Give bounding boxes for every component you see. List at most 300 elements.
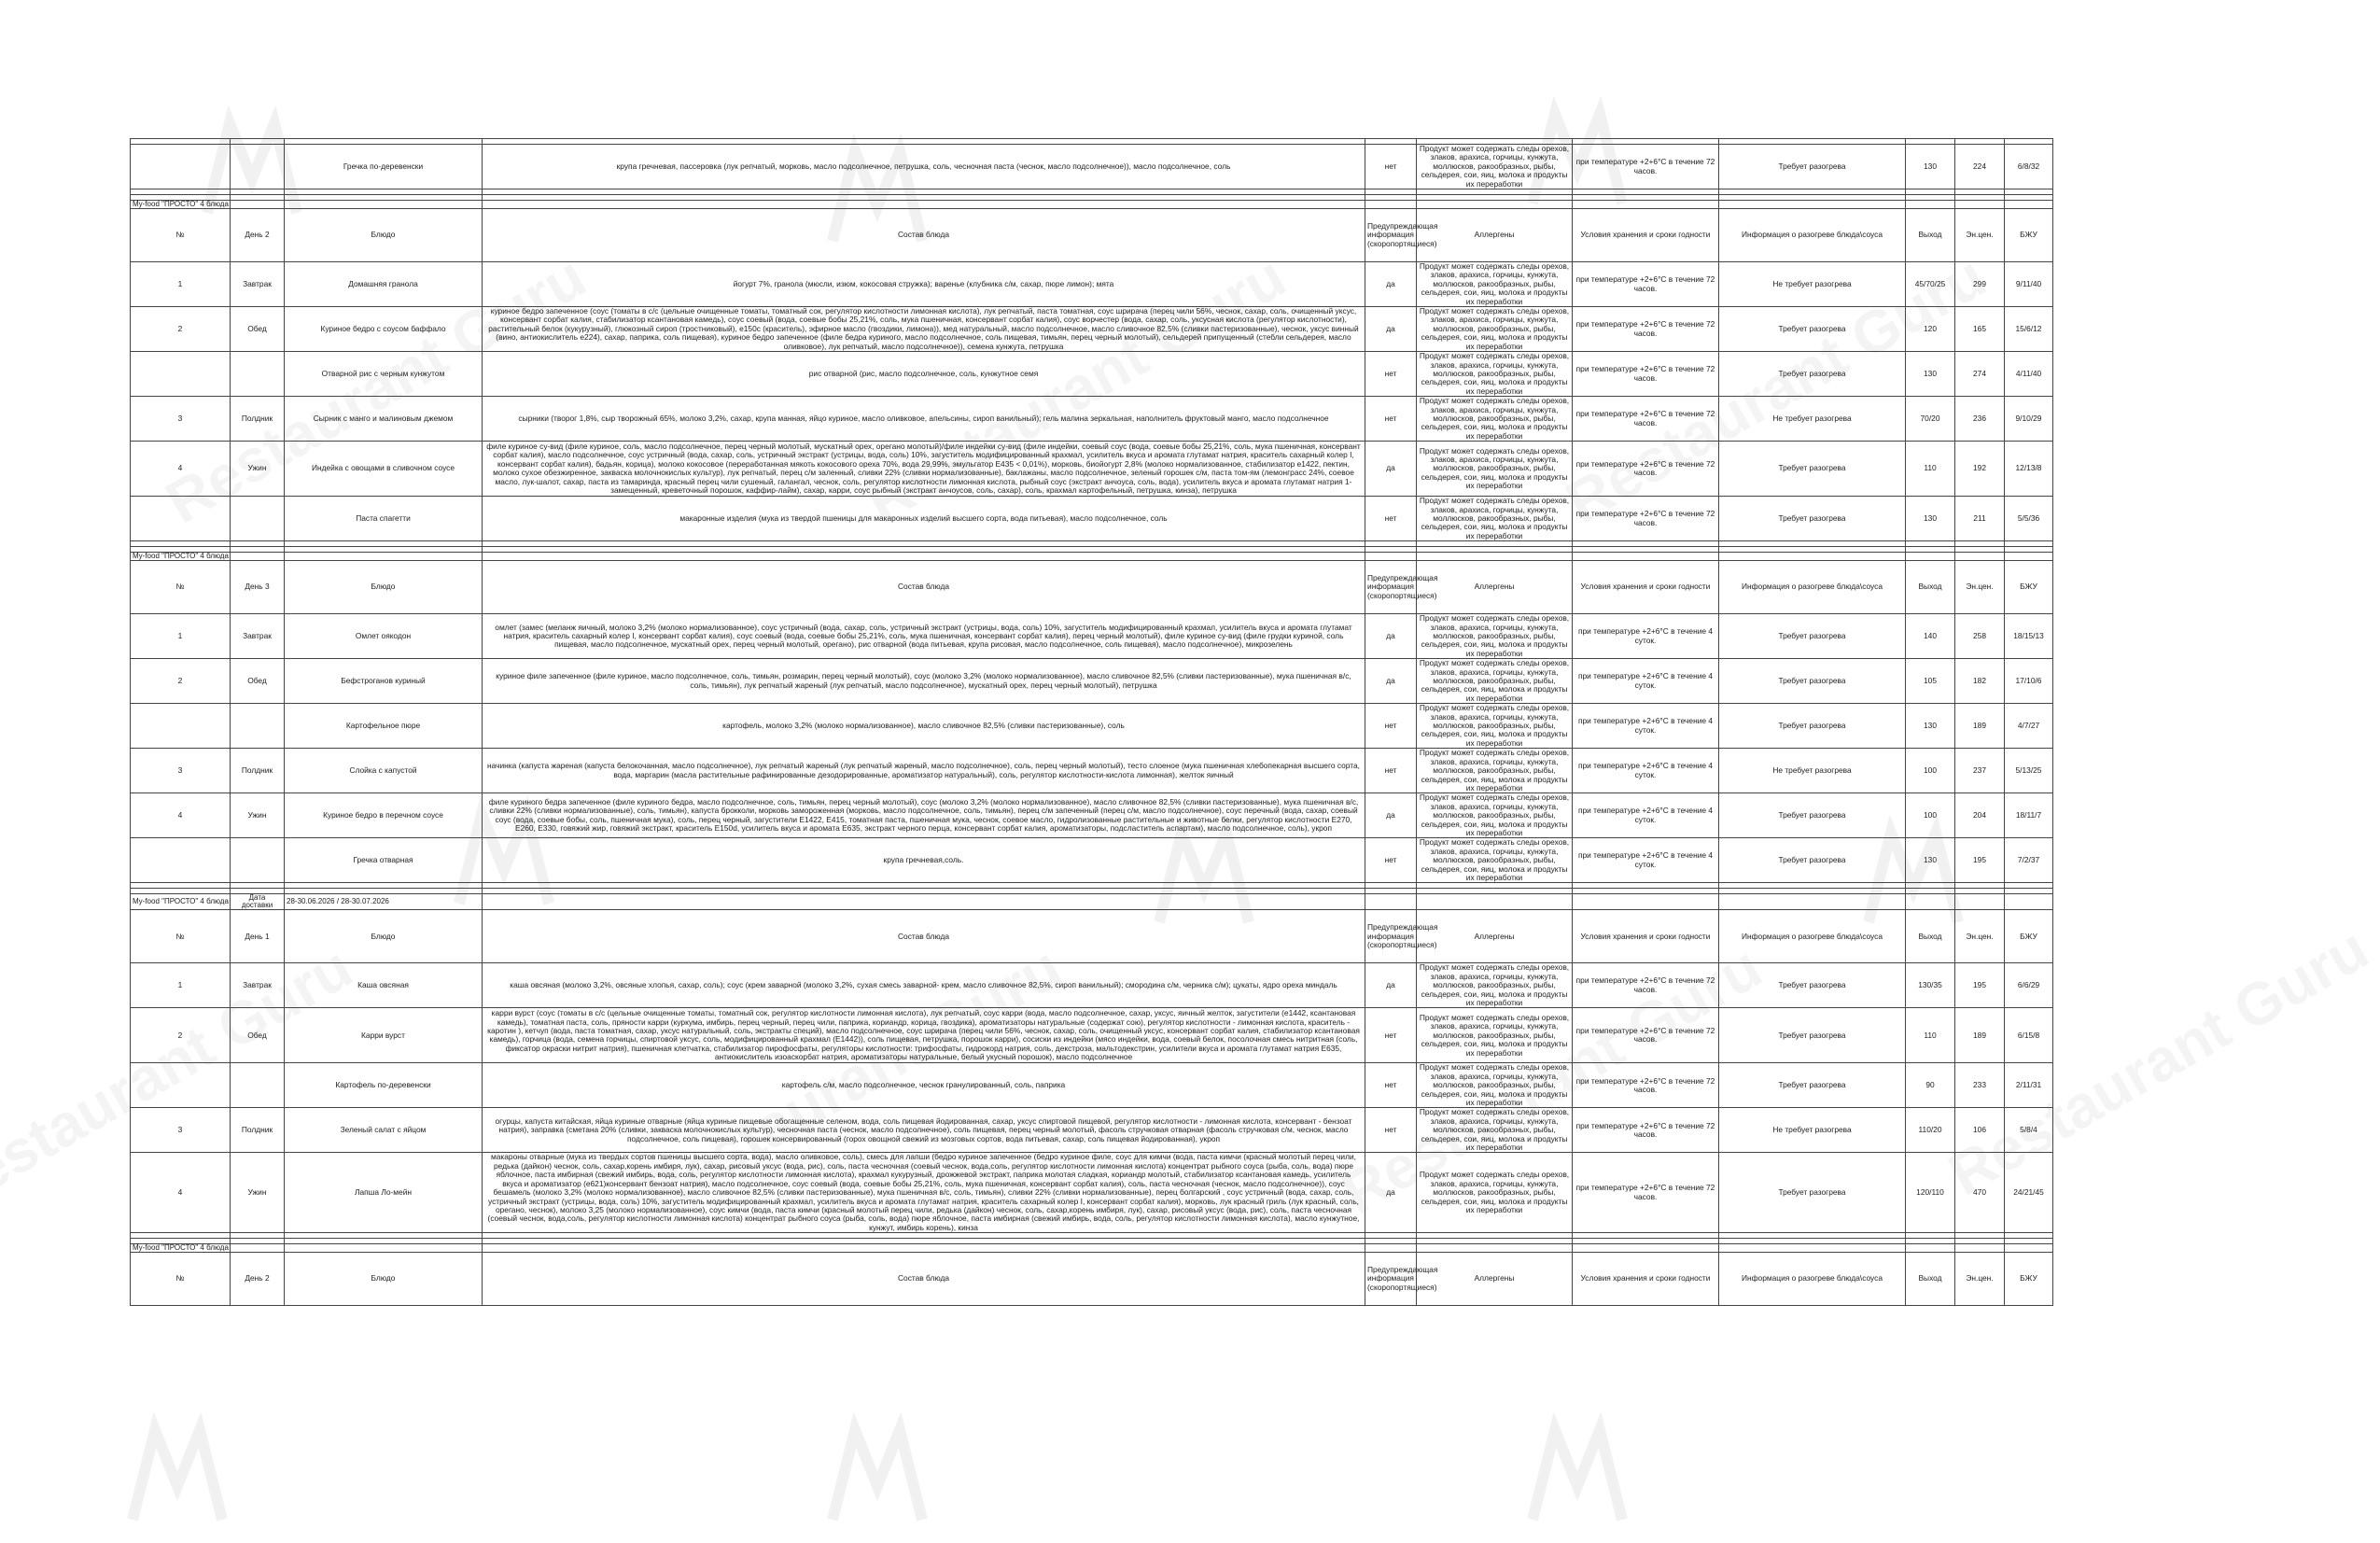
empty-cell — [1719, 894, 1906, 910]
row-reheat: Требует разогрева — [1719, 659, 1906, 704]
row-num — [131, 704, 231, 749]
header-dish: Блюдо — [285, 910, 483, 963]
row-composition: йогурт 7%, гранола (мюсли, изюм, кокосовая стружка); варенье (клубника с/м, сахар, пюре лимон); мята — [483, 262, 1365, 307]
row-dish: Каша овсяная — [285, 963, 483, 1008]
row-weight: 110 — [1906, 442, 1955, 497]
row-warning: да — [1365, 262, 1417, 307]
row-storage: при температуре +2+6°С в течение 72 часов. — [1573, 397, 1719, 442]
row-weight: 130 — [1906, 704, 1955, 749]
row-energy: 470 — [1955, 1153, 2005, 1233]
empty-cell — [1906, 553, 1955, 561]
row-composition: начинка (капуста жареная (капуста белокочанная, масло подсолнечное), лук репчатый жареный (лук репчатый жареный, масло подсолнечное), соль, перец черный молотый), тесто слоеное (мука пшеничная хлебопекарная высшего сорта, вода, маргарин (масла растительные рафинированные дезодорированные, ароматизатор натуральный), соль, регулятор кислотности-кислота лимонная), желток яичный — [483, 749, 1365, 793]
row-num — [131, 145, 231, 189]
header-warning: Предупреждающая информация (скоропортящиеся) — [1365, 209, 1417, 262]
row-num: 1 — [131, 614, 231, 659]
empty-cell — [1417, 1244, 1573, 1253]
row-weight: 140 — [1906, 614, 1955, 659]
row-meal: Полдник — [231, 1108, 285, 1153]
header-weight: Выход — [1906, 1253, 1955, 1306]
empty-cell — [1955, 1244, 2005, 1253]
header-storage: Условия хранения и сроки годности — [1573, 1253, 1719, 1306]
row-weight: 130 — [1906, 145, 1955, 189]
empty-cell — [1417, 201, 1573, 209]
row-allergens: Продукт может содержать следы орехов, злаков, арахиса, горчицы, кунжута, моллюсков, ракообразных, рыбы, сельдерея, сои, яиц, молока и продукты их переработки — [1417, 1008, 1573, 1063]
row-weight: 130 — [1906, 352, 1955, 397]
row-bju: 5/13/25 — [2005, 749, 2053, 793]
row-energy: 106 — [1955, 1108, 2005, 1153]
row-meal — [231, 704, 285, 749]
header-day: День 3 — [231, 561, 285, 614]
row-composition: сырники (творог 1,8%, сыр творожный 65%, молоко 3,2%, сахар, крупа манная, яйцо куриное, масло оливковое, апельсины, сироп ванильный); гель малина зеркальная, наполнитель фруктовый манго, масло подсолнечное — [483, 397, 1365, 442]
row-weight: 90 — [1906, 1063, 1955, 1108]
row-composition: крупа гречневая,соль. — [483, 838, 1365, 883]
row-warning: да — [1365, 307, 1417, 352]
empty-cell — [2005, 894, 2053, 910]
header-allergens: Аллергены — [1417, 561, 1573, 614]
row-weight: 110/20 — [1906, 1108, 1955, 1153]
row-storage: при температуре +2+6°С в течение 72 часов. — [1573, 262, 1719, 307]
header-energy: Эн.цен. — [1955, 209, 2005, 262]
empty-cell — [2005, 1244, 2053, 1253]
row-reheat: Не требует разогрева — [1719, 749, 1906, 793]
row-storage: при температуре +2+6°С в течение 72 часов. — [1573, 442, 1719, 497]
row-reheat: Требует разогрева — [1719, 145, 1906, 189]
row-weight: 100 — [1906, 749, 1955, 793]
row-bju: 18/15/13 — [2005, 614, 2053, 659]
row-dish: Гречка отварная — [285, 838, 483, 883]
row-allergens: Продукт может содержать следы орехов, злаков, арахиса, горчицы, кунжута, моллюсков, ракообразных, рыбы, сельдерея, сои, яиц, молока и продукты их переработки — [1417, 963, 1573, 1008]
row-warning: да — [1365, 793, 1417, 838]
row-meal: Обед — [231, 307, 285, 352]
row-energy: 189 — [1955, 1008, 2005, 1063]
row-weight: 105 — [1906, 659, 1955, 704]
row-energy: 189 — [1955, 704, 2005, 749]
delivery-label — [231, 553, 285, 561]
empty-cell — [2005, 553, 2053, 561]
row-composition: каша овсяная (молоко 3,2%, овсяные хлопья, сахар, соль); соус (крем заварной (молоко 3,2%, сухая смесь заварной- крем, масло сливочное 82,5%, сироп ванильный); смородина с/м, черника с/м); цукаты, ядро ореха миндаль — [483, 963, 1365, 1008]
row-composition: картофель, молоко 3,2% (молоко нормализованное), масло сливочное 82,5% (сливки пастеризованные), соль — [483, 704, 1365, 749]
empty-cell — [483, 894, 1365, 910]
row-allergens: Продукт может содержать следы орехов, злаков, арахиса, горчицы, кунжута, моллюсков, ракообразных, рыбы, сельдерея, сои, яиц, молока и продукты их переработки — [1417, 1153, 1573, 1233]
row-composition: огурцы, капуста китайская, яйца куриные отварные (яйца куриные пищевые обогащенные селеном, вода, соль пищевая йодированная, сахар, уксус спиртовой пищевой, регулятор кислотности - лимонная кислота, консервант - бензоат натрия), заправка (сметана 20% (сливки, закваска молочнокислых культур), чесночная паста (чеснок, масло подсолнечное), соль пищевая, перец черный молотый, фасоль стручковая отварная (фасоль стручковая с/м, чеснок, масло подсолнечное, соль пищевая), горошек консервированный (горох овощной свежий из мозговых сортов, вода питьевая, сахар, соль пищевая йодированная), укроп — [483, 1108, 1365, 1153]
row-reheat: Требует разогрева — [1719, 963, 1906, 1008]
header-energy: Эн.цен. — [1955, 561, 2005, 614]
row-meal — [231, 497, 285, 541]
row-warning: нет — [1365, 704, 1417, 749]
row-dish: Картофель по-деревенски — [285, 1063, 483, 1108]
row-num: 4 — [131, 793, 231, 838]
table-header-row — [131, 209, 2053, 262]
row-energy: 195 — [1955, 963, 2005, 1008]
row-warning: да — [1365, 1153, 1417, 1233]
header-num: № — [131, 561, 231, 614]
header-day: День 1 — [231, 910, 285, 963]
row-num: 4 — [131, 442, 231, 497]
header-num: № — [131, 910, 231, 963]
row-allergens: Продукт может содержать следы орехов, злаков, арахиса, горчицы, кунжута, моллюсков, ракообразных, рыбы, сельдерея, сои, яиц, молока и продукты их переработки — [1417, 145, 1573, 189]
section-label-row — [131, 201, 2053, 209]
header-warning: Предупреждающая информация (скоропортящиеся) — [1365, 1253, 1417, 1306]
row-num: 4 — [131, 1153, 231, 1233]
header-num: № — [131, 209, 231, 262]
empty-cell — [1906, 894, 1955, 910]
empty-cell — [1955, 553, 2005, 561]
row-weight: 70/20 — [1906, 397, 1955, 442]
row-reheat: Требует разогрева — [1719, 1008, 1906, 1063]
row-bju: 18/11/7 — [2005, 793, 2053, 838]
delivery-value — [285, 201, 483, 209]
row-reheat: Требует разогрева — [1719, 838, 1906, 883]
section-label: My-food "ПРОСТО" 4 блюда — [131, 553, 231, 561]
empty-cell — [483, 1244, 1365, 1253]
row-dish: Индейка с овощами в сливочном соусе — [285, 442, 483, 497]
table-row — [131, 352, 2053, 397]
row-meal — [231, 1063, 285, 1108]
header-energy: Эн.цен. — [1955, 1253, 2005, 1306]
delivery-value: 28-30.06.2026 / 28-30.07.2026 — [285, 894, 483, 910]
row-num: 2 — [131, 1008, 231, 1063]
row-composition: макаронные изделия (мука из твердой пшеницы для макаронных изделий высшего сорта, вода питьевая), масло подсолнечное, соль — [483, 497, 1365, 541]
row-reheat: Не требует разогрева — [1719, 1108, 1906, 1153]
row-composition: макароны отварные (мука из твердых сортов пшеницы высшего сорта, вода), масло оливковое, соль), смесь для лапши (бедро куриное запеченное (бедро куриное филе, соус для кимчи (вода, паста кимчи (красный молотый перец чили, редька (дайкон) чеснок, соль, сахар,корень имбиря, лук), сахар, рисовый уксус (вода, рис), соль, паста чесночная (соевый чеснок, вода,соль, регулятор кислотности лимонная кислота) концентрат рыбного соуса (рыба, соль, вода) пюре яблочное, паста имбирная (свежий имбирь, вода, соль, регулятор кислотности лимонная кислота), крахмал кукурузный, дрожжевой экстракт, паприка молотая сладкая, кориандр молотый, стабилизатор ксантановая камедь, усилитель вкуса и ароматизатор (е621)консервант бензоат натрия), масло подсолнечное, соус соевый (вода, соевые бобы 25,21%, соль, мука пшеничная, консервант сорбат калия), соль, паста чесночная (чеснок, масло подсолнечное)), соус бешамель (молоко 3,2% (молоко нормализованное), масло сливочное 82,5% (сливки пастеризованные), мука пшеничная в/с, соль, тимьян), сливки 22% (сливки нормализованные), перец болгарский , соус устричный (вода, сахар, соль, устричный экстракт (устрицы, вода, соль) 10%, загуститель модифицированный крахмал, усилитель вкуса и аромата глутамат натрия, краситель сахарный колер I, консервант сорбат калия), морковь, лук красный гриль (лук красный, соль, орегано, чеснок), молоко 3,25 (молоко нормализованное), соус кимчи (вода, паста кимчи (красный молотый перец чили, редька (дайкон) чеснок, соль, сахар,корень имбиря, лук), сахар, рисовый уксус (вода, рис), соль, паста чесночная (соевый чеснок, вода,соль, регулятор кислотности лимонная кислота) концентрат рыбного соуса (рыба, соль, вода) пюре яблочное, паста имбирная (свежий имбирь, вода, соль, регулятор кислотности лимонная кислота), масло кунжутное, кунжут, имбирь корень), кинза — [483, 1153, 1365, 1233]
restaurant-guru-logo-icon — [821, 1419, 933, 1531]
row-weight: 130/35 — [1906, 963, 1955, 1008]
row-storage: при температуре +2+6°С в течение 4 суток. — [1573, 838, 1719, 883]
row-storage: при температуре +2+6°С в течение 72 часов. — [1573, 1008, 1719, 1063]
row-reheat: Требует разогрева — [1719, 1063, 1906, 1108]
row-dish: Зеленый салат с яйцом — [285, 1108, 483, 1153]
table-row — [131, 614, 2053, 659]
header-warning: Предупреждающая информация (скоропортящиеся) — [1365, 910, 1417, 963]
row-meal: Ужин — [231, 1153, 285, 1233]
header-day: День 2 — [231, 209, 285, 262]
row-allergens: Продукт может содержать следы орехов, злаков, арахиса, горчицы, кунжута, моллюсков, ракообразных, рыбы, сельдерея, сои, яиц, молока и продукты их переработки — [1417, 307, 1573, 352]
row-energy: 182 — [1955, 659, 2005, 704]
row-num — [131, 497, 231, 541]
header-storage: Условия хранения и сроки годности — [1573, 561, 1719, 614]
empty-cell — [1719, 201, 1906, 209]
table-header-row — [131, 561, 2053, 614]
header-composition: Состав блюда — [483, 209, 1365, 262]
row-allergens: Продукт может содержать следы орехов, злаков, арахиса, горчицы, кунжута, моллюсков, ракообразных, рыбы, сельдерея, сои, яиц, молока и продукты их переработки — [1417, 749, 1573, 793]
row-storage: при температуре +2+6°С в течение 72 часов. — [1573, 1153, 1719, 1233]
table-row — [131, 1153, 2053, 1233]
row-warning: нет — [1365, 1063, 1417, 1108]
section-label-row — [131, 894, 2053, 910]
empty-cell — [1955, 894, 2005, 910]
header-dish: Блюдо — [285, 1253, 483, 1306]
header-allergens: Аллергены — [1417, 910, 1573, 963]
row-dish: Картофельное пюре — [285, 704, 483, 749]
row-allergens: Продукт может содержать следы орехов, злаков, арахиса, горчицы, кунжута, моллюсков, ракообразных, рыбы, сельдерея, сои, яиц, молока и продукты их переработки — [1417, 262, 1573, 307]
row-reheat: Не требует разогрева — [1719, 262, 1906, 307]
row-dish: Бефстроганов куриный — [285, 659, 483, 704]
row-energy: 236 — [1955, 397, 2005, 442]
row-bju: 2/11/31 — [2005, 1063, 2053, 1108]
table-row — [131, 1108, 2053, 1153]
empty-cell — [1573, 553, 1719, 561]
row-dish: Карри вурст — [285, 1008, 483, 1063]
section-label: My-food "ПРОСТО" 4 блюда — [131, 201, 231, 209]
header-bju: БЖУ — [2005, 1253, 2053, 1306]
header-bju: БЖУ — [2005, 910, 2053, 963]
header-energy: Эн.цен. — [1955, 910, 2005, 963]
section-label-row — [131, 553, 2053, 561]
row-composition: куриное бедро запеченное (соус (томаты в с/с (цельные очищенные томаты, томатный сок, регулятор кислотности лимонная кислота), лук репчатый, паста томатная, соус шрирача (перец чили 56%, чеснок, сахар, соль, очищенный уксус, консервант сорбат калия, стабилизатор ксантановая камедь), соус соевый (вода, соевые бобы 25,21%, соль, мука пшеничная, консервант сорбат калия), соус ворчестер (вода, сахар, соль, уксусная кислота (регулятор кислотности), растительный белок (кукурузный), глюкозный сироп (тростниковый), е150с (краситель), эфирное масло (гвоздики, лимона)), мед натуральный, масло подсолнечное, масло сливочное 82,5% (сливки пастеризованные), чеснок, уксус винный (вино, антиокислитель е224), сахар, паприка, соль пищевая), куриное бедро запеченное (филе бедра куриного, масло подсолнечное, соль пищевая, тимьян, перец черный молотый), сельдерей припущенный (стебли сельдерея, масло оливковое), лук репчатый, масло подсолнечное)), семена кунжута, петрушка — [483, 307, 1365, 352]
row-meal: Ужин — [231, 442, 285, 497]
row-storage: при температуре +2+6°С в течение 72 часов. — [1573, 963, 1719, 1008]
table-row — [131, 793, 2053, 838]
header-dish: Блюдо — [285, 561, 483, 614]
row-bju: 6/8/32 — [2005, 145, 2053, 189]
row-weight: 120 — [1906, 307, 1955, 352]
row-bju: 17/10/6 — [2005, 659, 2053, 704]
row-weight: 45/70/25 — [1906, 262, 1955, 307]
row-energy: 233 — [1955, 1063, 2005, 1108]
empty-cell — [2005, 201, 2053, 209]
header-reheat: Информация о разогреве блюда\соуса — [1719, 1253, 1906, 1306]
delivery-label — [231, 201, 285, 209]
row-warning: да — [1365, 659, 1417, 704]
empty-cell — [1719, 1244, 1906, 1253]
row-composition: филе куриное су-вид (филе куриное, соль, масло подсолнечное, перец черный молотый, мускатный орех, орегано молотый)/филе индейки су-вид (филе индейки, соевый соус (вода, соевые бобы 25,21%, соль, мука пшеничная, консервант сорбат калия), масло подсолнечное, соус устричный (вода, сахар, соль, устричный экстракт (устрицы, вода, соль) 10%, загуститель модифицированный крахмал, усилитель вкуса и аромата глутамат натрия, краситель сахарный колер I, консервант сорбат калия), бадьян, корица), молоко кокосовое (переработанная мякоть кокосового ореха 70%, вода 29,99%, эмульгатор E435 < 0,01%), морковь, биойогурт 2,8% (молоко нормализованное, стабилизатор е1422, пектин, молоко сухое обезжиренное, закваска молочнокислых культур), лук репчатый, перец с/м заленный, сливки 22% (сливки нормализованные), баклажаны, масло подсолнечное, зеленый горошек с/м, паста том-ям (лемонграсс 24%, соевое масло, лук-шалот, сахар, паста из тамаринда, красный перец чили сушеный, галангал, чеснок, соль, регулятор кислотности лимонная кислота, рыбный соус (экстракт анчоуса, соль, вода), усилитель вкуса и аромата глутамат натрия 1-замещенный, креветочный порошок, каффир-лайм), сахар, карри, соус рыбный (экстракт анчоусов, соль, сахар), соль, крахмал картофельный, петрушка, кинза), петрушка — [483, 442, 1365, 497]
table-row — [131, 963, 2053, 1008]
header-weight: Выход — [1906, 910, 1955, 963]
row-weight: 100 — [1906, 793, 1955, 838]
table-header-row — [131, 1253, 2053, 1306]
row-dish: Домашняя гранола — [285, 262, 483, 307]
section-label-row — [131, 1244, 2053, 1253]
header-composition: Состав блюда — [483, 1253, 1365, 1306]
row-storage: при температуре +2+6°С в течение 4 суток. — [1573, 793, 1719, 838]
table-row — [131, 307, 2053, 352]
empty-cell — [1955, 201, 2005, 209]
row-allergens: Продукт может содержать следы орехов, злаков, арахиса, горчицы, кунжута, моллюсков, ракообразных, рыбы, сельдерея, сои, яиц, молока и продукты их переработки — [1417, 838, 1573, 883]
table-row — [131, 442, 2053, 497]
row-meal: Завтрак — [231, 963, 285, 1008]
row-meal: Завтрак — [231, 614, 285, 659]
header-reheat: Информация о разогреве блюда\соуса — [1719, 910, 1906, 963]
empty-cell — [483, 201, 1365, 209]
row-dish: Лапша Ло-мейн — [285, 1153, 483, 1233]
row-meal: Завтрак — [231, 262, 285, 307]
row-allergens: Продукт может содержать следы орехов, злаков, арахиса, горчицы, кунжута, моллюсков, ракообразных, рыбы, сельдерея, сои, яиц, молока и продукты их переработки — [1417, 1063, 1573, 1108]
row-composition: картофель с/м, масло подсолнечное, чеснок гранулированный, соль, паприка — [483, 1063, 1365, 1108]
header-composition: Состав блюда — [483, 561, 1365, 614]
restaurant-guru-logo-icon — [121, 1419, 233, 1531]
row-num: 3 — [131, 1108, 231, 1153]
row-energy: 192 — [1955, 442, 2005, 497]
empty-cell — [1417, 894, 1573, 910]
header-reheat: Информация о разогреве блюда\соуса — [1719, 561, 1906, 614]
row-meal: Обед — [231, 1008, 285, 1063]
row-bju: 9/11/40 — [2005, 262, 2053, 307]
row-warning: да — [1365, 963, 1417, 1008]
table-row — [131, 262, 2053, 307]
row-dish: Слойка с капустой — [285, 749, 483, 793]
row-dish: Куриное бедро в перечном соусе — [285, 793, 483, 838]
row-storage: при температуре +2+6°С в течение 72 часов. — [1573, 307, 1719, 352]
row-storage: при температуре +2+6°С в течение 72 часов. — [1573, 1063, 1719, 1108]
row-storage: при температуре +2+6°С в течение 4 суток. — [1573, 704, 1719, 749]
table-row — [131, 1063, 2053, 1108]
table-row — [131, 397, 2053, 442]
row-num: 2 — [131, 307, 231, 352]
row-reheat: Требует разогрева — [1719, 497, 1906, 541]
delivery-label: Дата доставки — [231, 894, 285, 910]
empty-cell — [1365, 894, 1417, 910]
row-bju: 5/8/4 — [2005, 1108, 2053, 1153]
header-composition: Состав блюда — [483, 910, 1365, 963]
empty-cell — [1365, 201, 1417, 209]
header-storage: Условия хранения и сроки годности — [1573, 910, 1719, 963]
header-reheat: Информация о разогреве блюда\соуса — [1719, 209, 1906, 262]
row-energy: 299 — [1955, 262, 2005, 307]
row-warning: да — [1365, 614, 1417, 659]
row-warning: нет — [1365, 145, 1417, 189]
row-energy: 211 — [1955, 497, 2005, 541]
row-composition: карри вурст (соус (томаты в с/с (цельные очищенные томаты, томатный сок, регулятор кислотности лимонная кислота), лук репчатый, соус карри (вода, масло подсолнечное, сахар, уксус, яичный желток, загустители (е1442, ксантановая камедь), томатная паста, соль, пряности карри (куркума, имбирь, перец черный, перец чили, паприка, кориандр, корица, гвоздика), ароматизаторы натуральные (содержат сою), регулятор кислотности - лимонная кислота, краситель - каротин ), кетчуп (вода, паста томатная, сахар, уксус натуральный, соль, экстракты специй), масло подсолнечное, соус шрирача (перец чили 56%, чеснок, сахар, соль, очищенный уксус, консервант сорбат калия, стабилизатор ксантановая камедь), горчица (вода, семена горчицы, спиртовой уксус, соль, модифицированный крахмал (E1442)), соль пищевая, петрушка, порошок карри), сосиски из индейки (мясо индейки, вода, соевый белок, посолочная смесь нитритная (соль, фиксатор окраски нитрит натрия), пшеничная клетчатка, стабилизатор пирофосфаты, регуляторы кислотности: трифосфаты, гидрокорд натрия, соль, декстроза, мальтодекстрин, усилители вкуса и аромата глутамат натрия E635, антиокислитель изоаскорбат натрия, ароматизаторы натуральные, белый укусный порошок), масло подсолнечное — [483, 1008, 1365, 1063]
row-reheat: Требует разогрева — [1719, 307, 1906, 352]
row-warning: нет — [1365, 1108, 1417, 1153]
row-num: 1 — [131, 262, 231, 307]
row-weight: 130 — [1906, 497, 1955, 541]
row-num: 1 — [131, 963, 231, 1008]
header-storage: Условия хранения и сроки годности — [1573, 209, 1719, 262]
row-energy: 165 — [1955, 307, 2005, 352]
empty-cell — [1573, 894, 1719, 910]
header-allergens: Аллергены — [1417, 209, 1573, 262]
row-bju: 5/5/36 — [2005, 497, 2053, 541]
empty-cell — [1906, 201, 1955, 209]
row-num: 2 — [131, 659, 231, 704]
row-reheat: Требует разогрева — [1719, 793, 1906, 838]
row-storage: при температуре +2+6°С в течение 72 часов. — [1573, 145, 1719, 189]
row-warning: нет — [1365, 397, 1417, 442]
row-num: 3 — [131, 397, 231, 442]
empty-cell — [1719, 553, 1906, 561]
row-composition: омлет (замес (меланж яичный, молоко 3,2% (молоко нормализованное), соус устричный (вода, сахар, соль, устричный экстракт (устрицы, вода, соль) 10%, загуститель модифицированный крахмал, усилитель вкуса и аромата глутамат натрия, краситель сахарный колер I, консервант сорбат калия), соус соевый (вода, соевые бобы 25,21%, соль, мука пшеничная, консервант сорбат калия), перец черный молотый), филе куриное су-вид (филе грудки куриной, соль пищевая, масло подсолнечное, мускатный орех, перец черный молотый, орегано), рис отварной (вода питьевая, крупа рисовая, масло подсолнечное, соль пищевая), масло подсолнечное), микрозелень — [483, 614, 1365, 659]
delivery-value — [285, 1244, 483, 1253]
row-dish: Куриное бедро с соусом баффало — [285, 307, 483, 352]
row-storage: при температуре +2+6°С в течение 4 суток. — [1573, 749, 1719, 793]
row-allergens: Продукт может содержать следы орехов, злаков, арахиса, горчицы, кунжута, моллюсков, ракообразных, рыбы, сельдерея, сои, яиц, молока и продукты их переработки — [1417, 352, 1573, 397]
restaurant-guru-logo-icon — [1521, 1419, 1633, 1531]
row-bju: 9/10/29 — [2005, 397, 2053, 442]
table-row — [131, 1008, 2053, 1063]
empty-cell — [1417, 553, 1573, 561]
row-storage: при температуре +2+6°С в течение 72 часов. — [1573, 1108, 1719, 1153]
row-weight: 130 — [1906, 838, 1955, 883]
empty-cell — [1365, 1244, 1417, 1253]
table-row — [131, 704, 2053, 749]
row-bju: 7/2/37 — [2005, 838, 2053, 883]
row-reheat: Требует разогрева — [1719, 704, 1906, 749]
row-warning: нет — [1365, 838, 1417, 883]
row-allergens: Продукт может содержать следы орехов, злаков, арахиса, горчицы, кунжута, моллюсков, ракообразных, рыбы, сельдерея, сои, яиц, молока и продукты их переработки — [1417, 1108, 1573, 1153]
header-bju: БЖУ — [2005, 209, 2053, 262]
row-energy: 204 — [1955, 793, 2005, 838]
table-row — [131, 145, 2053, 189]
header-allergens: Аллергены — [1417, 1253, 1573, 1306]
section-label: My-food "ПРОСТО" 4 блюда — [131, 1244, 231, 1253]
row-composition: куриное филе запеченное (филе куриное, масло подсолнечное, соль, тимьян, розмарин, перец черный молотый), соус (молоко 3,2% (молоко нормализованное), масло сливочное 82,5% (сливки пастеризованные), мука пшеничная в/с, соль, тимьян), лук репчатый жареный (лук репчатый, масло подсолнечное), мускатный орех, перец черный молотый), петрушка — [483, 659, 1365, 704]
empty-cell — [1365, 553, 1417, 561]
row-dish: Паста спагетти — [285, 497, 483, 541]
table-row — [131, 659, 2053, 704]
row-meal: Полдник — [231, 397, 285, 442]
empty-cell — [1573, 1244, 1719, 1253]
header-bju: БЖУ — [2005, 561, 2053, 614]
row-bju: 4/7/27 — [2005, 704, 2053, 749]
row-storage: при температуре +2+6°С в течение 72 часов. — [1573, 352, 1719, 397]
row-num — [131, 838, 231, 883]
row-warning: нет — [1365, 1008, 1417, 1063]
row-reheat: Требует разогрева — [1719, 614, 1906, 659]
row-meal: Ужин — [231, 793, 285, 838]
table-row — [131, 749, 2053, 793]
row-weight: 110 — [1906, 1008, 1955, 1063]
row-reheat: Требует разогрева — [1719, 442, 1906, 497]
row-warning: нет — [1365, 749, 1417, 793]
row-allergens: Продукт может содержать следы орехов, злаков, арахиса, горчицы, кунжута, моллюсков, ракообразных, рыбы, сельдерея, сои, яиц, молока и продукты их переработки — [1417, 497, 1573, 541]
row-allergens: Продукт может содержать следы орехов, злаков, арахиса, горчицы, кунжута, моллюсков, ракообразных, рыбы, сельдерея, сои, яиц, молока и продукты их переработки — [1417, 793, 1573, 838]
row-num — [131, 1063, 231, 1108]
header-warning: Предупреждающая информация (скоропортящиеся) — [1365, 561, 1417, 614]
header-weight: Выход — [1906, 209, 1955, 262]
row-allergens: Продукт может содержать следы орехов, злаков, арахиса, горчицы, кунжута, моллюсков, ракообразных, рыбы, сельдерея, сои, яиц, молока и продукты их переработки — [1417, 659, 1573, 704]
row-reheat: Требует разогрева — [1719, 352, 1906, 397]
row-energy: 258 — [1955, 614, 2005, 659]
menu-table — [130, 138, 2053, 1306]
section-label: My-food "ПРОСТО" 4 блюда — [131, 894, 231, 910]
row-warning: да — [1365, 442, 1417, 497]
row-storage: при температуре +2+6°С в течение 4 суток. — [1573, 659, 1719, 704]
row-allergens: Продукт может содержать следы орехов, злаков, арахиса, горчицы, кунжута, моллюсков, ракообразных, рыбы, сельдерея, сои, яиц, молока и продукты их переработки — [1417, 397, 1573, 442]
empty-cell — [1906, 1244, 1955, 1253]
table-row — [131, 838, 2053, 883]
row-allergens: Продукт может содержать следы орехов, злаков, арахиса, горчицы, кунжута, моллюсков, ракообразных, рыбы, сельдерея, сои, яиц, молока и продукты их переработки — [1417, 442, 1573, 497]
row-dish: Омлет оякодон — [285, 614, 483, 659]
row-dish: Сырник с манго и малиновым джемом — [285, 397, 483, 442]
header-dish: Блюдо — [285, 209, 483, 262]
row-warning: нет — [1365, 352, 1417, 397]
row-bju: 15/6/12 — [2005, 307, 2053, 352]
row-num — [131, 352, 231, 397]
row-bju: 6/6/29 — [2005, 963, 2053, 1008]
row-weight: 120/110 — [1906, 1153, 1955, 1233]
row-bju: 6/15/8 — [2005, 1008, 2053, 1063]
header-day: День 2 — [231, 1253, 285, 1306]
row-reheat: Требует разогрева — [1719, 1153, 1906, 1233]
header-num: № — [131, 1253, 231, 1306]
row-composition: крупа гречневая, пассеровка (лук репчатый, морковь, масло подсолнечное, петрушка, соль, чесночная паста (чеснок, масло подсолнечное)), масло подсолнечное, соль — [483, 145, 1365, 189]
row-energy: 195 — [1955, 838, 2005, 883]
empty-cell — [1573, 201, 1719, 209]
row-energy: 274 — [1955, 352, 2005, 397]
table-header-row — [131, 910, 2053, 963]
empty-cell — [483, 553, 1365, 561]
delivery-label — [231, 1244, 285, 1253]
row-storage: при температуре +2+6°С в течение 72 часов. — [1573, 497, 1719, 541]
row-energy: 224 — [1955, 145, 2005, 189]
row-num: 3 — [131, 749, 231, 793]
row-bju: 12/13/8 — [2005, 442, 2053, 497]
row-composition: рис отварной (рис, масло подсолнечное, соль, кунжутное семя — [483, 352, 1365, 397]
header-weight: Выход — [1906, 561, 1955, 614]
row-allergens: Продукт может содержать следы орехов, злаков, арахиса, горчицы, кунжута, моллюсков, ракообразных, рыбы, сельдерея, сои, яиц, молока и продукты их переработки — [1417, 704, 1573, 749]
row-meal: Обед — [231, 659, 285, 704]
